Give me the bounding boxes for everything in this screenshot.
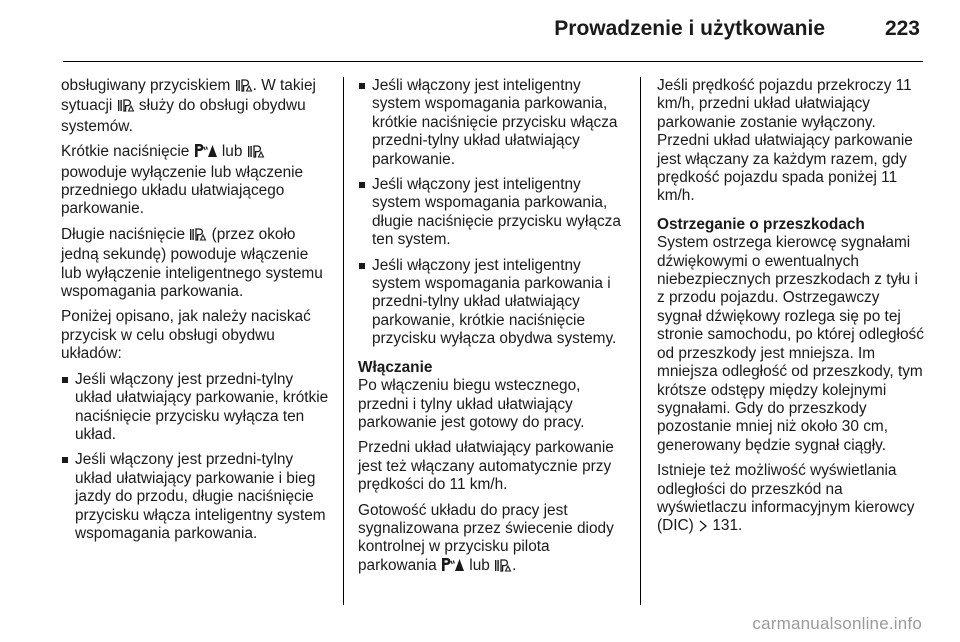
parking-assist-icon (494, 559, 512, 577)
bullet-list (61, 371, 331, 544)
bullet-icon (62, 457, 68, 463)
watermark: carmanualsonline.info (752, 614, 922, 633)
text: (przez około jedną sekundę) powoduje włączenie lub wyłączenie inteligentnego systemu wspomagania parkowania. (61, 225, 323, 301)
parking-assist-icon (247, 145, 265, 163)
bullet-icon (359, 263, 365, 269)
column-divider (343, 77, 344, 605)
paragraph (61, 143, 331, 219)
parking-assist-icon (235, 79, 253, 97)
page-title: Prowadzenie i użytkowanie (554, 17, 825, 40)
text: lub (469, 556, 490, 574)
paragraph: Gotowość układu do pracy jest sygnalizowana przez świecenie diody kontrolnej w przycisku pilota parkowania lub . (358, 502, 630, 578)
header-rule (63, 61, 923, 62)
paragraph (657, 462, 925, 538)
paragraph: Poniżej opisano, jak należy naciskać przycisk w celu obsługi obydwu układów: (61, 308, 311, 363)
paragraph (61, 226, 331, 302)
text: lub (221, 143, 243, 161)
text: Krótkie naciśnięcie (61, 143, 190, 161)
reference-arrow-icon (698, 519, 708, 537)
page-number: 223 (884, 17, 920, 40)
list-item (358, 176, 630, 250)
paragraph: Po włączeniu biegu wstecznego, przedni i tylny układ ułatwiający parkowanie jest gotowy do pracy. (358, 377, 585, 431)
text: Gotowość układu do pracy jest sygnalizowana przez świecenie diody kontrolnej w przycisku pilota parkowania (358, 501, 614, 574)
park-pilot-icon (441, 557, 465, 577)
column-3 (657, 77, 925, 545)
section-heading: Ostrzeganie o przeszkodach (657, 215, 865, 233)
bullet-icon (359, 182, 365, 188)
column-2 (358, 77, 630, 584)
column-1 (61, 77, 331, 550)
list-item (61, 371, 331, 445)
text: Istnieje też możliwość wyświetlania odległości do przeszkód na wyświetlaczu informacyjnym kierowcy (DIC) (657, 462, 915, 535)
list-item-text: Jeśli włączony jest przedni-tylny układ ułatwiający parkowanie i bieg jazdy do przodu, długie naciśnięcie przycisku włącza inteligentny system wspomagania parkowania. (75, 451, 326, 542)
bullet-icon (359, 83, 365, 89)
text: . W takiej sytuacji (61, 77, 316, 115)
list-item (358, 77, 630, 169)
parking-assist-icon (117, 99, 135, 117)
paragraph: Przedni układ ułatwiający parkowanie jest też włączany automatycznie przy prędkości do 11 km/h. (358, 439, 614, 494)
list-item-text: Jeśli włączony jest przedni-tylny układ ułatwiający parkowanie, krótkie naciśnięcie przycisku wyłącza ten układ. (75, 370, 329, 443)
page-header (0, 0, 960, 62)
text: Długie naciśnięcie (61, 225, 186, 243)
list-item-text: Jeśli włączony jest inteligentny system wspomagania parkowania i przedni-tylny układ ułatwiający parkowanie, krótkie naciśnięcie przycisku wyłącza obydwa systemy. (372, 256, 617, 348)
list-item (358, 257, 630, 349)
text: służy do obsługi obydwu systemów. (61, 97, 306, 135)
list-item-text: Jeśli włączony jest inteligentny system wspomagania parkowania, krótkie naciśnięcie przycisku włącza przedni-tylny układ ułatwiający parkowanie. (372, 77, 618, 168)
column-divider (640, 77, 641, 605)
text: obsługiwany przyciskiem (61, 77, 231, 94)
parking-assist-icon (189, 228, 207, 246)
section-heading: Włączanie (358, 358, 433, 376)
text: powoduje wyłączenie lub włączenie przedniego układu ułatwiającego parkowanie. (61, 163, 304, 218)
park-pilot-icon (194, 143, 218, 163)
bullet-list (358, 77, 630, 349)
paragraph: System ostrzega kierowcę sygnałami dźwiękowymi o ewentualnych niebezpiecznych przeszkodach z tyłu i z przodu pojazdu. Ostrzegawczy sygnał dźwiękowy rozlega się po tej stronie samochodu, po której odległość od przeszkody jest mniejsza. Im mniejsza odległość od przeszkody, tym krótsze odstępy między kolejnymi sygnałami. Gdy do przeszkody pozostanie mniej niż około 30 cm, generowany będzie sygnał ciągły. (657, 234, 924, 454)
list-item (61, 451, 331, 543)
page-reference-link[interactable]: 131. (712, 517, 743, 535)
paragraph: Jeśli prędkość pojazdu przekroczy 11 km/h, przedni układ ułatwiający parkowanie zostanie wyłączony. Przedni układ ułatwiający parkowanie jest włączany za każdym razem, gdy prędkość pojazdu spada poniżej 11 km/h. (657, 77, 913, 205)
paragraph (61, 77, 331, 136)
list-item-text: Jeśli włączony jest inteligentny system wspomagania parkowania, długie naciśnięcie przycisku wyłącza ten system. (372, 176, 621, 249)
bullet-icon (62, 377, 68, 383)
